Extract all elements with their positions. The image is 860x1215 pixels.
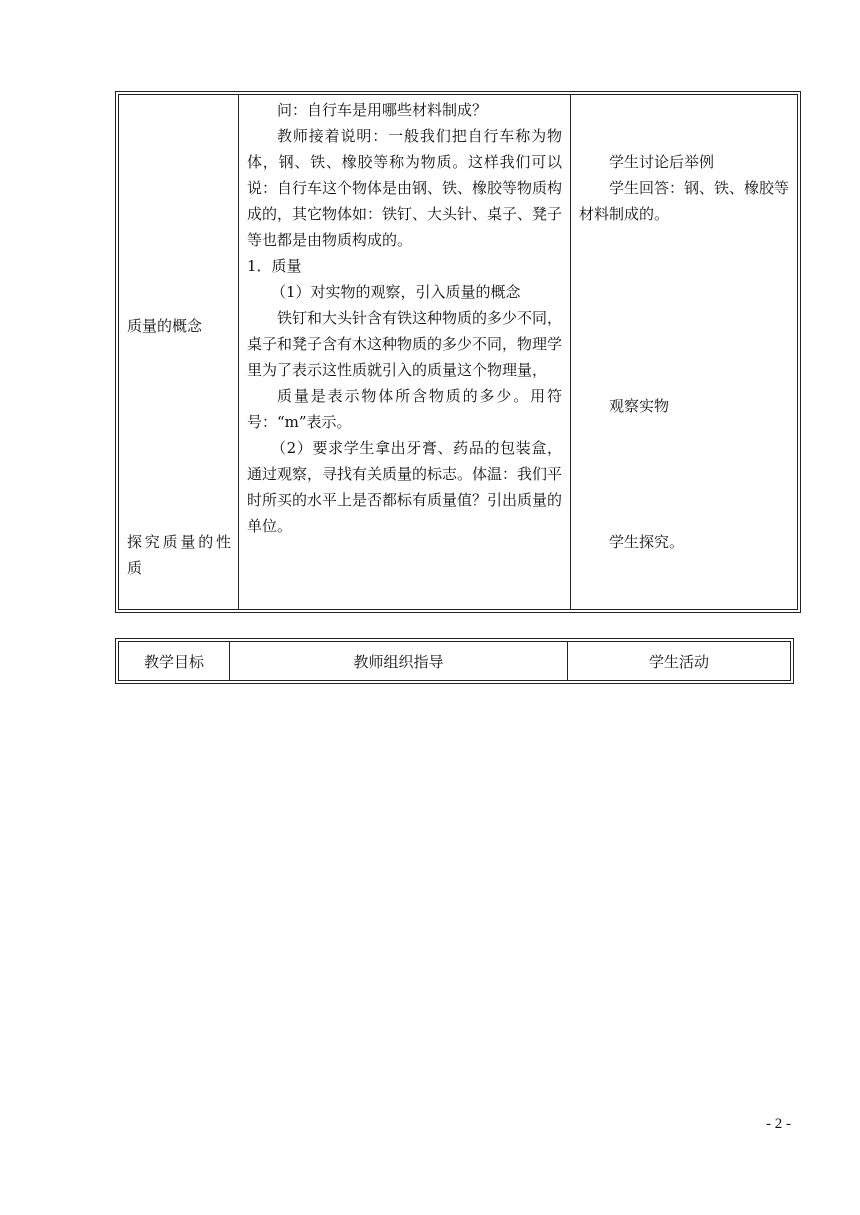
header-student-activity: 学生活动 [648, 652, 709, 671]
header-table [118, 641, 791, 681]
student-activity: 学生讨论后举例 [609, 153, 715, 171]
student-activity: 学生探究。 [609, 533, 685, 551]
student-activity-column [571, 95, 797, 609]
teacher-paragraph: （1）对实物的观察，引入质量的概念 [271, 283, 521, 301]
teacher-guidance-column [239, 95, 571, 609]
page-number: - 2 - [766, 1116, 791, 1132]
teacher-paragraph: 教师接着说明：一般我们把自行车称为物体，钢、铁、橡胶等称为物质。这样我们可以说：自行车这个物体是由钢、铁、橡胶等物质构成的，其它物体如：铁钉、大头针、桌子、凳子等也都是由物质构成的。 [247, 127, 563, 249]
header-teaching-goal: 教学目标 [119, 642, 230, 680]
goal-column [119, 95, 239, 609]
teacher-paragraph: （2）要求学生拿出牙膏、药品的包装盒，通过观察，寻找有关质量的标志。体温：我们平时所买的水平上是否都标有质量值？引出质量的单位。 [247, 439, 563, 535]
student-activity: 观察实物 [609, 397, 670, 415]
section-heading: 1．质量 [247, 257, 302, 275]
teacher-paragraph: 铁钉和大头针含有铁这种物质的多少不同，桌子和凳子含有木这种物质的多少不同，物理学里为了表示这性质就引入的质量这个物理量， [247, 309, 563, 379]
teacher-paragraph: 问：自行车是用哪些材料制成？ [277, 101, 488, 119]
header-teacher-guidance: 教师组织指导 [230, 642, 568, 680]
teacher-paragraph: 质量是表示物体所含物质的多少。用符号：“m”表示。 [247, 387, 562, 431]
lesson-plan-table [118, 94, 798, 610]
student-activity: 学生回答：钢、铁、橡胶等材料制成的。 [579, 179, 790, 223]
goal-mass-concept: 质量的概念 [127, 317, 203, 335]
goal-explore-mass-properties: 探究质量的性质 [127, 533, 231, 577]
